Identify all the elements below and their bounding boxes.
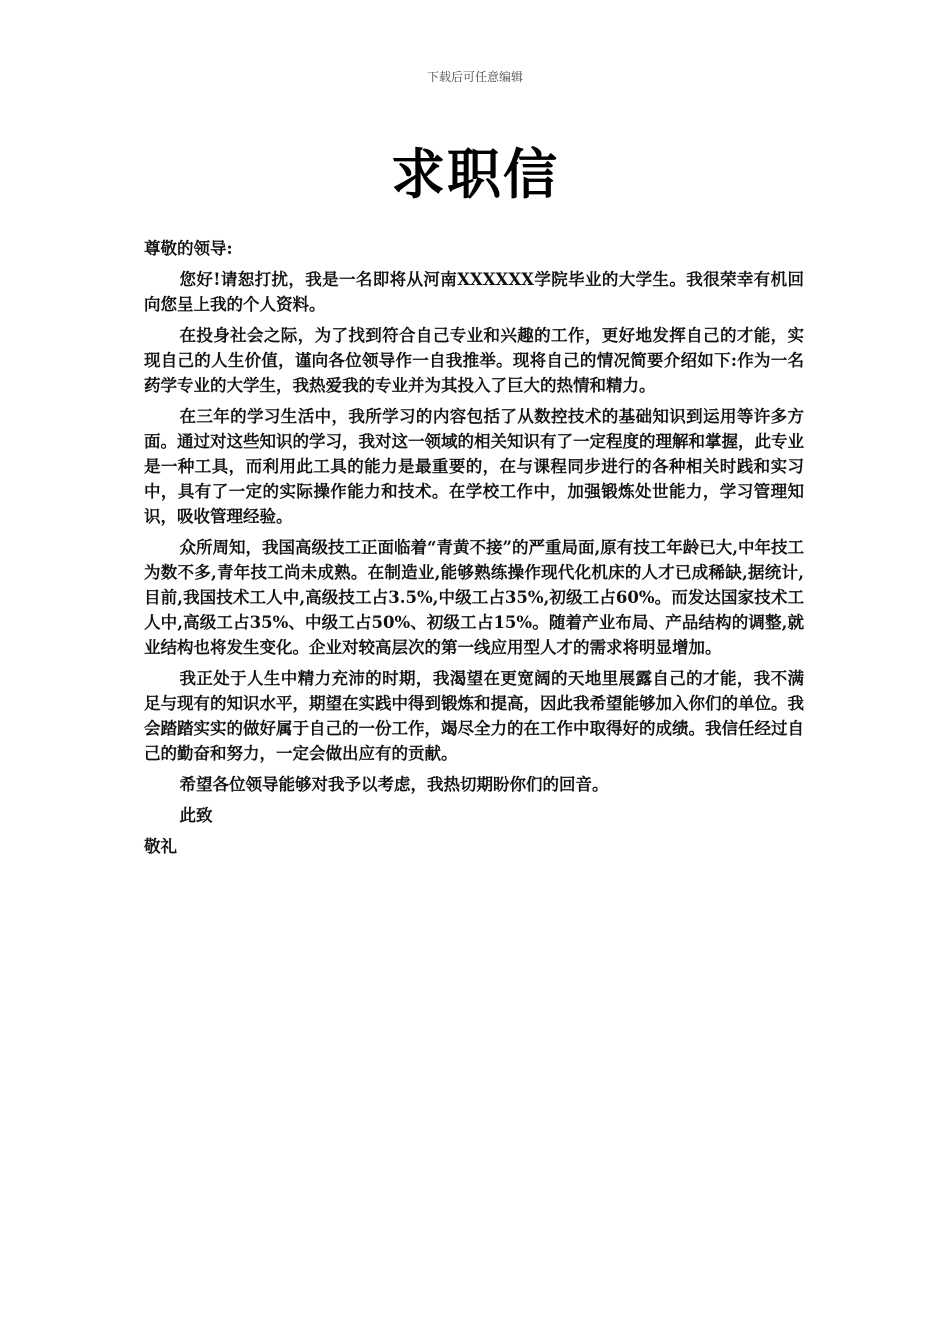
paragraph-studies: 在三年的学习生活中，我所学习的内容包括了从数控技术的基础知识到运用等许多方面。通过对这些知识的学习，我对这一领域的相关知识有了一定程度的理解和掌握，此专业是一种工具，而利用此工具的能力是最重要的，在与课程同步进行的各种相关时践和实习中，具有了一定的实际操作能力和技术。在学校工作中，加强锻炼处世能力，学习管理知识，吸收管理经验。	[144, 407, 804, 526]
document-title: 求职信	[391, 143, 559, 206]
paragraph-aspiration: 我正处于人生中精力充沛的时期，我渴望在更宽阔的天地里展露自己的才能，我不满足与现有的知识水平，期望在实践中得到锻炼和提高，因此我希望能够加入你们的单位。我会踏踏实实的做好属于自己的一份工作，竭尽全力的在工作中取得好的成绩。我信任经过自己的勤奋和努力，一定会做出应有的贡献。	[144, 669, 804, 763]
header-note: 下载后可任意编辑	[426, 70, 523, 84]
paragraph-industry: 众所周知，我国高级技工正面临着“青黄不接”的严重局面,原有技工年龄已大,中年技工为数不多,青年技工尚未成熟。在制造业,能够熟练操作现代化机床的人才已成稀缺,据统计,目前,我国技术工人中,高级技工占3.5%,中级工占35%,初级工占60%。而发达国家技术工人中,高级工占35%、中级工占50%、初级工占15%。随着产业布局、产品结构的调整,就业结构也将发生变化。企业对较高层次的第一线应用型人才的需求将明显增加。	[144, 538, 804, 657]
paragraph-request: 希望各位领导能够对我予以考虑，我热切期盼你们的回音。	[179, 775, 609, 794]
closing-line-2: 敬礼	[144, 837, 177, 856]
letter-body	[144, 236, 804, 859]
closing-line-1: 此致	[179, 806, 213, 825]
salutation: 尊敬的领导:	[144, 239, 233, 258]
paragraph-greeting: 您好!请恕打扰，我是一名即将从河南XXXXXX学院毕业的大学生。我很荣幸有机回向您呈上我的个人资料。	[144, 270, 804, 314]
paragraph-introduction: 在投身社会之际，为了找到符合自己专业和兴趣的工作，更好地发挥自己的才能，实现自己的人生价值，谨向各位领导作一自我推举。现将自己的情况简要介绍如下:作为一名药学专业的大学生，我热爱我的专业并为其投入了巨大的热情和精力。	[144, 326, 804, 395]
